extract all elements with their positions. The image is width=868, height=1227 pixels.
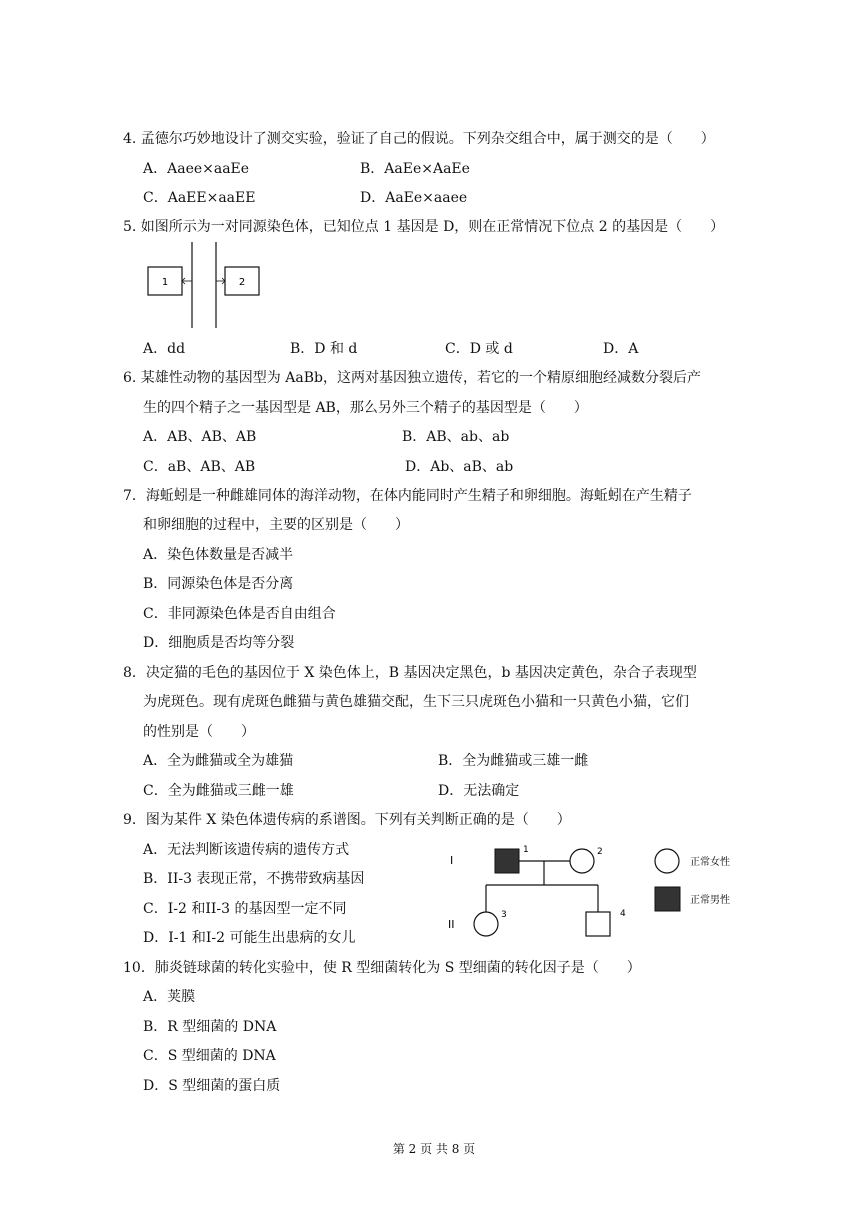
q6-stem-line2: 生的四个精子之一基因型是 AB，那么另外三个精子的基因型是（ ）	[143, 400, 588, 416]
q7-option-c[interactable]: C．非同源染色体是否自由组合	[143, 606, 336, 622]
q8-option-a[interactable]: A．全为雌猫或全为雄猫	[143, 753, 294, 769]
page-number: 第 2 页 共 8 页	[392, 1142, 476, 1156]
q5-stem: 5. 如图所示为一对同源染色体，已知位点 1 基因是 D，则在正常情况下位点 2 的基因是（ ）	[123, 219, 725, 235]
individual-i2-number: 2	[597, 847, 603, 857]
q6-option-a[interactable]: A．AB、AB、AB	[143, 429, 257, 445]
q7-stem-line2: 和卵细胞的过程中，主要的区别是（ ）	[143, 517, 409, 533]
q10-option-b[interactable]: B．R 型细菌的 DNA	[143, 1019, 277, 1035]
q4-option-a[interactable]: A．Aaee×aaEe	[143, 161, 250, 177]
individual-i1-male	[495, 849, 519, 873]
generation-1-label: I	[450, 854, 454, 867]
pedigree-diagram	[440, 840, 770, 945]
q9-option-d[interactable]: D．I-1 和I-2 可能生出患病的女儿	[143, 930, 356, 946]
q4-stem: 4. 孟德尔巧妙地设计了测交实验，验证了自己的假说。下列杂交组合中，属于测交的是（ ）	[123, 131, 715, 147]
individual-i2-female	[570, 849, 594, 873]
q10-option-d[interactable]: D．S 型细菌的蛋白质	[143, 1078, 281, 1094]
individual-ii3-number: 3	[501, 910, 507, 920]
individual-i1-number: 1	[523, 845, 529, 855]
locus-1-label: 1	[161, 277, 169, 288]
q6-option-c[interactable]: C．aB、AB、AB	[143, 459, 256, 475]
q9-option-b[interactable]: B．II-3 表现正常，不携带致病基因	[143, 871, 365, 887]
q10-option-a[interactable]: A．荚膜	[143, 989, 196, 1005]
q8-stem-line2: 为虎斑色。现有虎斑色雌猫与黄色雄猫交配，生下三只虎斑色小猫和一只黄色小猫，它们	[143, 694, 689, 710]
q8-stem-line1: 8．决定猫的毛色的基因位于 X 染色体上，B 基因决定黑色，b 基因决定黄色，杂合子表现型	[123, 665, 697, 681]
q10-stem: 10．肺炎链球菌的转化实验中，使 R 型细菌转化为 S 型细菌的转化因子是（ ）	[123, 960, 641, 976]
q7-stem-line1: 7．海蚯蚓是一种雌雄同体的海洋动物，在体内能同时产生精子和卵细胞。海蚯蚓在产生精子	[123, 488, 692, 504]
q8-option-c[interactable]: C．全为雌猫或三雌一雄	[143, 783, 294, 799]
q4-option-b[interactable]: B．AaEe×AaEe	[360, 161, 470, 177]
legend-male-label: 正常男性	[690, 895, 730, 906]
individual-ii4-number: 4	[620, 909, 626, 919]
q7-option-b[interactable]: B．同源染色体是否分离	[143, 576, 294, 592]
q5-option-a[interactable]: A．dd	[143, 341, 186, 357]
q6-option-d[interactable]: D．Ab、aB、ab	[405, 459, 514, 475]
locus-2-label: 2	[238, 277, 246, 288]
q9-option-a[interactable]: A．无法判断该遗传病的遗传方式	[143, 842, 350, 858]
q7-option-d[interactable]: D．细胞质是否均等分裂	[143, 635, 295, 651]
q4-option-c[interactable]: C．AaEE×aaEE	[143, 190, 256, 206]
q8-stem-line3: 的性别是（ ）	[143, 724, 255, 740]
q5-option-c[interactable]: C．D 或 d	[445, 341, 513, 357]
q10-option-c[interactable]: C．S 型细菌的 DNA	[143, 1048, 276, 1064]
q8-option-b[interactable]: B．全为雌猫或三雄一雌	[438, 753, 589, 769]
individual-ii3-female	[474, 912, 498, 936]
q9-option-c[interactable]: C．I-2 和II-3 的基因型一定不同	[143, 901, 347, 917]
q8-option-d[interactable]: D．无法确定	[438, 783, 520, 799]
q5-option-d[interactable]: D．A	[603, 341, 639, 357]
q9-stem: 9．图为某件 X 染色体遗传病的系谱图。下列有关判断正确的是（ ）	[123, 812, 571, 828]
individual-ii4-male	[586, 912, 610, 936]
legend-male-symbol	[655, 887, 680, 911]
generation-2-label: II	[448, 918, 455, 931]
q5-option-b[interactable]: B．D 和 d	[290, 341, 358, 357]
q6-stem-line1: 6. 某雄性动物的基因型为 AaBb，这两对基因独立遗传，若它的一个精原细胞经减数分裂后产	[123, 370, 701, 386]
legend-female-symbol	[655, 849, 679, 873]
q6-option-b[interactable]: B．AB、ab、ab	[402, 429, 510, 445]
q4-option-d[interactable]: D．AaEe×aaee	[360, 190, 468, 206]
q7-option-a[interactable]: A．染色体数量是否减半	[143, 547, 294, 563]
chromosome-diagram	[140, 242, 270, 332]
legend-female-label: 正常女性	[690, 857, 730, 868]
